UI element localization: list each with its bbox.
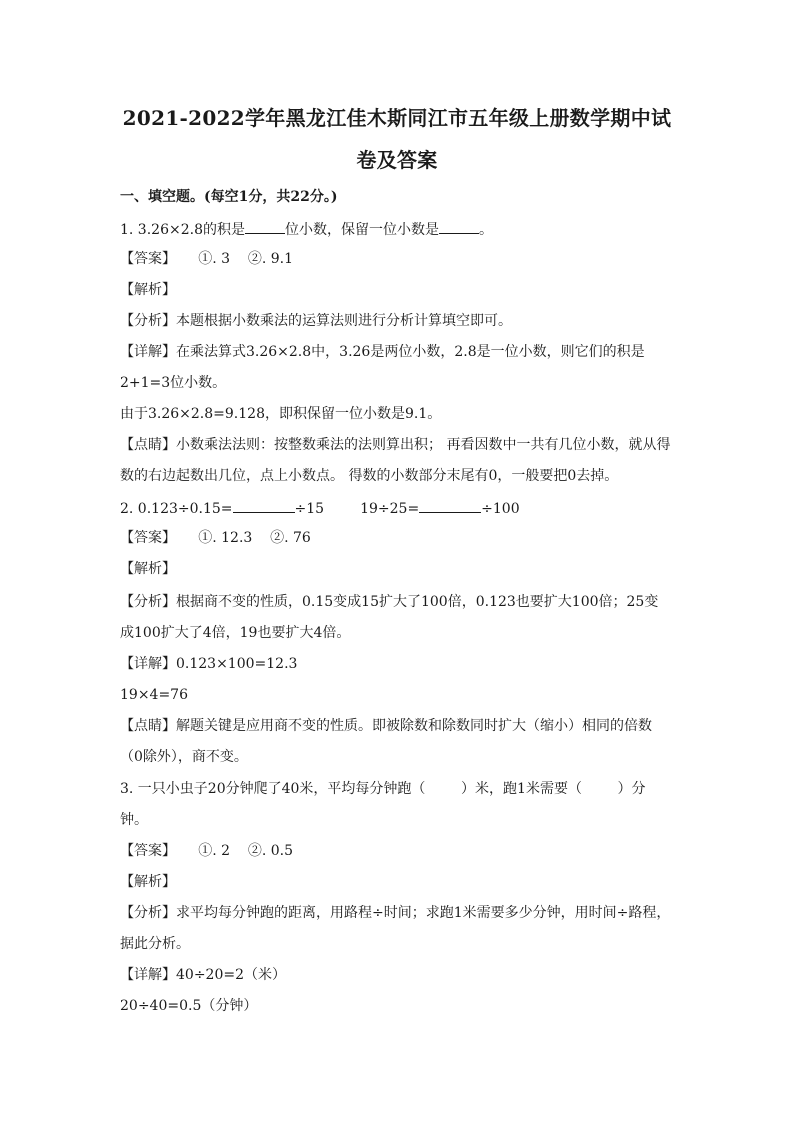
answer-blank (245, 219, 285, 234)
detail-line: 【详解】在乘法算式3.26×2.8中，3.26是两位小数，2.8是一位小数，则它们的积是 (120, 344, 645, 360)
answer-line: 【答案】 ①. 2 ②. 0.5 (120, 843, 294, 859)
analysis-fenxi: 【分析】根据商不变的性质，0.15变成15扩大了100倍，0.123也要扩大100倍；25变 (120, 594, 659, 610)
doc-title-line-2: 卷及答案 (356, 148, 438, 172)
detail-line: 19×4=76 (120, 687, 188, 703)
tip-line: 数的右边起数出几位，点上小数点。 得数的小数部分末尾有0，一般要把0去掉。 (120, 468, 619, 484)
tip-line: 【点睛】解题关键是应用商不变的性质。即被除数和除数同时扩大（缩小）相同的倍数 (120, 718, 652, 734)
doc-title-line-1: 2021-2022学年黑龙江佳木斯同江市五年级上册数学期中试 (122, 106, 672, 130)
answer-blank (439, 219, 479, 234)
question-3-continued: 钟。 (120, 812, 148, 828)
answer-blank (419, 498, 481, 513)
question-3: 3. 一只小虫子20分钟爬了40米，平均每分钟跑（ ）米，跑1米需要（ ）分 (120, 781, 646, 797)
question-2-text-b: ÷15 (294, 501, 325, 517)
question-1-text-a: 1. 3.26×2.8的积是 (120, 222, 245, 238)
analysis-label: 【解析】 (120, 874, 176, 890)
question-1 (120, 219, 493, 239)
detail-line: 【详解】40÷20=2（米） (120, 967, 286, 983)
analysis-label: 【解析】 (120, 561, 176, 577)
detail-line: 20÷40=0.5（分钟） (120, 998, 258, 1014)
question-1-text-c: 。 (478, 222, 493, 238)
answer-line: 【答案】 ①. 3 ②. 9.1 (120, 251, 294, 267)
question-2-text-d: ÷100 (481, 501, 520, 517)
detail-line: 2+1=3位小数。 (120, 375, 227, 391)
question-2-text-c: 19÷25= (360, 501, 420, 517)
analysis-fenxi: 【分析】本题根据小数乘法的运算法则进行分析计算填空即可。 (120, 313, 512, 329)
question-1-text-b: 位小数，保留一位小数是 (284, 222, 439, 238)
analysis-label: 【解析】 (120, 282, 176, 298)
analysis-fenxi: 成100扩大了4倍，19也要扩大4倍。 (120, 625, 351, 641)
analysis-fenxi: 【分析】求平均每分钟跑的距离，用路程÷时间；求跑1米需要多少分钟，用时间÷路程， (120, 905, 671, 921)
answer-line: 【答案】 ①. 12.3 ②. 76 (120, 530, 311, 546)
section-heading: 一、填空题。(每空1分，共22分。) (120, 189, 338, 205)
tip-line: （0除外），商不变。 (120, 749, 248, 765)
question-2-text-a: 2. 0.123÷0.15= (120, 501, 233, 517)
tip-line: 【点睛】小数乘法法则：按整数乘法的法则算出积； 再看因数中一共有几位小数，就从得 (120, 437, 671, 453)
detail-line: 由于3.26×2.8=9.128，即积保留一位小数是9.1。 (120, 406, 442, 422)
analysis-fenxi: 据此分析。 (120, 936, 190, 952)
detail-line: 【详解】0.123×100=12.3 (120, 656, 298, 672)
answer-blank (233, 498, 295, 513)
question-2 (120, 498, 520, 518)
